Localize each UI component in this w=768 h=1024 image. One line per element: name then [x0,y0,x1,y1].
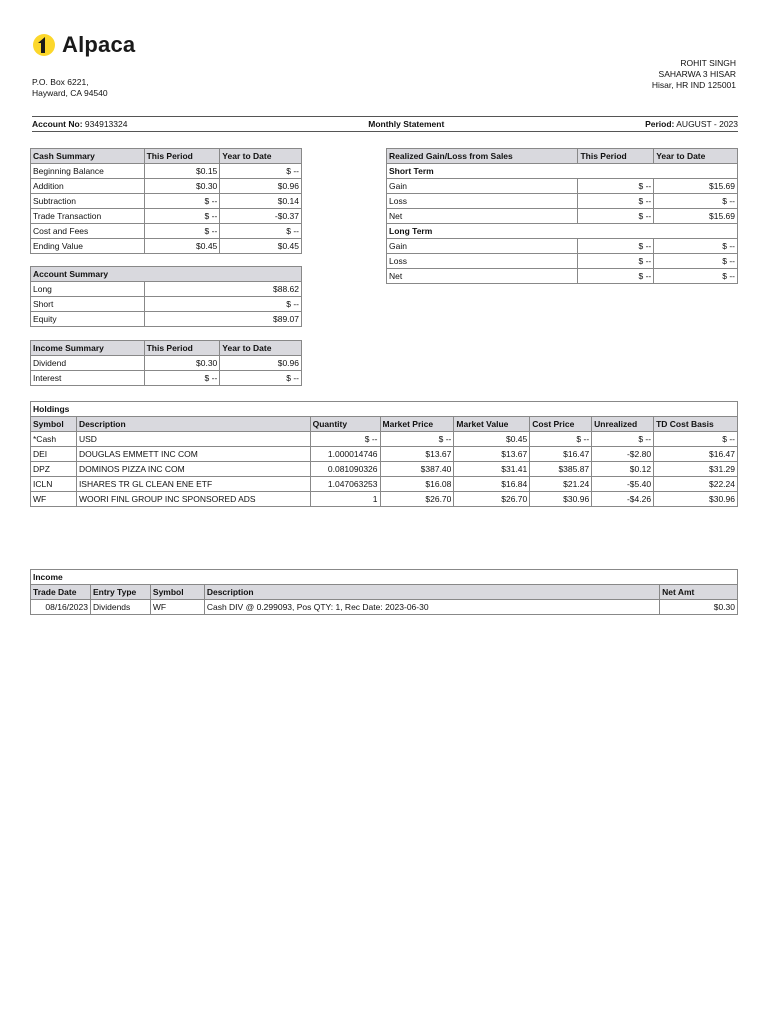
table-row [31,179,302,194]
cell-value: $ -- [144,209,220,224]
account-number: Account No: 934913324 [32,119,128,129]
cell-value: $0.30 [144,179,220,194]
table-title: Holdings [31,402,738,417]
cash-summary-table [30,148,302,254]
column-header: Year to Date [220,149,302,164]
row-label: Dividend [31,356,145,371]
column-header: Year to Date [220,341,302,356]
cell-value: 1 [310,492,380,507]
client-line-1: SAHARWA 3 HISAR [658,69,736,79]
cell-value: $ -- [654,269,738,284]
column-header: Unrealized [592,417,654,432]
cell-value: $ -- [144,371,220,386]
address-line-1: P.O. Box 6221, [32,77,89,87]
table-row [31,297,302,312]
cell-value: $0.12 [592,462,654,477]
row-label: Addition [31,179,145,194]
row-label: Short [31,297,145,312]
cell-description: DOUGLAS EMMETT INC COM [76,447,310,462]
column-header: Realized Gain/Loss from Sales [387,149,578,164]
table-header-row [31,149,302,164]
column-header: Trade Date [31,585,91,600]
cell-value: $31.29 [654,462,738,477]
column-header: Market Value [454,417,530,432]
cell-description: Cash DIV @ 0.299093, Pos QTY: 1, Rec Date: 2023-06-30 [204,600,659,615]
cell-value: $ -- [530,432,592,447]
table-row [31,224,302,239]
cell-value: $ -- [578,239,654,254]
cell-value: $387.40 [380,462,454,477]
table-row [387,179,738,194]
row-label: Interest [31,371,145,386]
cell-value: $21.24 [530,477,592,492]
column-header: Symbol [150,585,204,600]
client-line-2: Hisar, HR IND 125001 [651,80,736,90]
row-label: Gain [387,239,578,254]
table-row [387,239,738,254]
cell-net-amount: $0.30 [660,600,738,615]
column-header: Income Summary [31,341,145,356]
cell-value: $13.67 [380,447,454,462]
statement-period: Period: AUGUST - 2023 [645,119,738,129]
column-header: TD Cost Basis [654,417,738,432]
cell-description: ISHARES TR GL CLEAN ENE ETF [76,477,310,492]
table-row [31,356,302,371]
cell-value: $30.96 [654,492,738,507]
cell-value: 0.081090326 [310,462,380,477]
cell-value: $13.67 [454,447,530,462]
table-header-row [31,585,738,600]
cell-value: $0.15 [144,164,220,179]
cell-symbol: DEI [31,447,77,462]
section-label: Long Term [387,224,738,239]
row-label: Net [387,269,578,284]
table-row [31,282,302,297]
section-row-long-term [387,224,738,239]
cell-value: -$5.40 [592,477,654,492]
cell-value: -$4.26 [592,492,654,507]
cell-value: $22.24 [654,477,738,492]
cell-value: $ -- [578,194,654,209]
cell-value: -$2.80 [592,447,654,462]
cell-value: $0.96 [220,179,302,194]
table-row [31,462,738,477]
cell-description: WOORI FINL GROUP INC SPONSORED ADS [76,492,310,507]
column-header: Year to Date [654,149,738,164]
cell-trade-date: 08/16/2023 [31,600,91,615]
table-row [31,239,302,254]
cell-value: $ -- [578,209,654,224]
cell-value: $31.41 [454,462,530,477]
cell-value: $ -- [220,371,302,386]
cell-value: $ -- [654,432,738,447]
cell-symbol: ICLN [31,477,77,492]
cell-symbol: DPZ [31,462,77,477]
column-header: Entry Type [90,585,150,600]
cell-value: $ -- [578,179,654,194]
cell-value: $ -- [144,224,220,239]
cell-value: $ -- [220,224,302,239]
cell-value: $ -- [654,194,738,209]
column-header: Quantity [310,417,380,432]
statement-title: Monthly Statement [368,119,445,129]
row-label: Trade Transaction [31,209,145,224]
column-header: Symbol [31,417,77,432]
alpaca-logo-icon [32,32,56,58]
table-row [31,432,738,447]
table-row [31,164,302,179]
column-header: Description [204,585,659,600]
cell-symbol: *Cash [31,432,77,447]
row-label: Beginning Balance [31,164,145,179]
holdings-table [30,401,738,507]
row-label: Gain [387,179,578,194]
cell-value: $0.14 [220,194,302,209]
row-label: Net [387,209,578,224]
table-row [31,492,738,507]
cell-value: $26.70 [380,492,454,507]
table-row [387,269,738,284]
brand-name: Alpaca [62,32,136,57]
cell-value: $0.30 [144,356,220,371]
cell-value: $89.07 [144,312,301,327]
column-header: Description [76,417,310,432]
cell-entry-type: Dividends [90,600,150,615]
column-header: Cash Summary [31,149,145,164]
cell-value: $0.45 [220,239,302,254]
income-title-row [31,570,738,585]
table-row [31,209,302,224]
client-address [652,58,736,91]
cell-value: $385.87 [530,462,592,477]
cell-value: $26.70 [454,492,530,507]
income-table [30,569,738,615]
client-name: ROHIT SINGH [680,58,736,68]
cell-value: $16.47 [654,447,738,462]
row-label: Loss [387,254,578,269]
account-summary-table [30,266,302,327]
cell-value: $16.47 [530,447,592,462]
column-header: Market Price [380,417,454,432]
holdings-title-row [31,402,738,417]
cell-value: $ -- [592,432,654,447]
cell-description: USD [76,432,310,447]
cell-value: $ -- [654,239,738,254]
table-row [387,194,738,209]
row-label: Ending Value [31,239,145,254]
table-header-row [31,341,302,356]
cell-value: $ -- [578,269,654,284]
company-address [32,77,108,99]
table-row [31,194,302,209]
address-line-2: Hayward, CA 94540 [32,88,108,98]
cell-value: $16.84 [454,477,530,492]
row-label: Subtraction [31,194,145,209]
section-label: Short Term [387,164,738,179]
table-title: Income [31,570,738,585]
cell-value: 1.047063253 [310,477,380,492]
cell-value: $15.69 [654,209,738,224]
table-row [31,447,738,462]
cell-value: $88.62 [144,282,301,297]
cell-value: $ -- [310,432,380,447]
row-label: Long [31,282,145,297]
column-header: Net Amt [660,585,738,600]
cell-value: $0.45 [454,432,530,447]
table-row [31,312,302,327]
column-header: This Period [144,341,220,356]
row-label: Cost and Fees [31,224,145,239]
table-row [31,600,738,615]
cell-value: $ -- [654,254,738,269]
income-summary-table [30,340,302,386]
cell-value: $ -- [220,164,302,179]
row-label: Loss [387,194,578,209]
column-header: Cost Price [530,417,592,432]
account-bar [32,116,738,132]
alpaca-logo [32,32,135,58]
table-row [31,371,302,386]
table-row [387,209,738,224]
table-header-row [387,149,738,164]
realized-gain-loss-table [386,148,738,284]
table-row [387,254,738,269]
cell-description: DOMINOS PIZZA INC COM [76,462,310,477]
cell-value: $16.08 [380,477,454,492]
cell-value: $0.96 [220,356,302,371]
cell-value: $15.69 [654,179,738,194]
table-title: Account Summary [31,267,302,282]
cell-value: 1.000014746 [310,447,380,462]
table-header-row [31,267,302,282]
section-row-short-term [387,164,738,179]
cell-value: $0.45 [144,239,220,254]
cell-symbol: WF [31,492,77,507]
cell-value: $30.96 [530,492,592,507]
cell-value: $ -- [144,297,301,312]
cell-value: -$0.37 [220,209,302,224]
cell-value: $ -- [578,254,654,269]
cell-symbol: WF [150,600,204,615]
cell-value: $ -- [380,432,454,447]
table-row [31,477,738,492]
cell-value: $ -- [144,194,220,209]
row-label: Equity [31,312,145,327]
column-header: This Period [144,149,220,164]
column-header: This Period [578,149,654,164]
table-header-row [31,417,738,432]
